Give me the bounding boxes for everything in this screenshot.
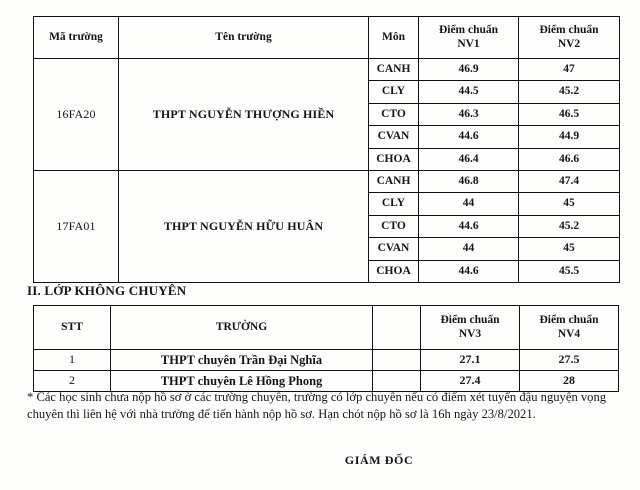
- score-nv2: 44.9: [519, 126, 620, 148]
- col-header-nv2-line2: NV2: [557, 37, 581, 50]
- non-specialized-scores-table: [33, 305, 619, 392]
- row-index: 2: [34, 371, 111, 392]
- table-header-row: [34, 306, 619, 350]
- table-body: [34, 350, 619, 392]
- col-header-nv1-line2: NV1: [457, 37, 480, 50]
- score-nv2: 45.2: [519, 81, 620, 103]
- score-nv1: 46.8: [419, 170, 519, 192]
- section-heading-khong-chuyen: II. LỚP KHÔNG CHUYÊN: [27, 283, 187, 298]
- col-header-nv4-line1: Điểm chuẩn: [539, 314, 599, 327]
- subject-cell: CANH: [369, 59, 419, 81]
- col-header-nv3: [421, 306, 520, 350]
- signature-block: [0, 453, 640, 468]
- score-nv1: 44.6: [419, 215, 519, 237]
- col-header-nv1-line1: Điểm chuẩn: [438, 24, 499, 37]
- row-index: 1: [34, 350, 111, 371]
- score-nv2: 47.4: [519, 170, 620, 192]
- score-nv1: 46.4: [419, 148, 519, 170]
- score-nv2: 45: [519, 238, 620, 260]
- school-code: 16FA20: [34, 59, 119, 171]
- score-nv2: 45.5: [519, 260, 620, 282]
- table-body: [34, 59, 620, 283]
- table-row: [34, 59, 620, 81]
- score-nv2: 46.6: [519, 148, 620, 170]
- subject-cell: CTO: [369, 103, 419, 125]
- footnote-text: * Các học sinh chưa nộp hồ sơ ở các trường chuyên, trường có lớp chuyên nếu có điểm xét tuyển đậu nguyện vọng chuyên thì liên hệ với nhà trường để tiến hành nộp hồ sơ. Hạn chót nộp hồ sơ là 16h ngày 23/8/2021.: [27, 390, 607, 421]
- subject-cell: CHOA: [369, 260, 419, 282]
- col-header-nv4-line2: NV4: [557, 327, 581, 340]
- col-header-nv3-line2: NV3: [458, 327, 482, 340]
- subject-cell: CLY: [369, 193, 419, 215]
- table-header-row: [34, 17, 620, 59]
- col-header-nv2: [519, 17, 620, 59]
- subject-cell: CLY: [369, 81, 419, 103]
- score-nv1: 44.6: [419, 260, 519, 282]
- table-header: [34, 17, 620, 59]
- score-nv1: 46.9: [419, 59, 519, 81]
- score-nv1: 44.6: [419, 126, 519, 148]
- score-nv2: 45.2: [519, 215, 620, 237]
- table-row: [34, 170, 620, 192]
- col-header-blank: [373, 306, 421, 350]
- col-header-school-name: Tên trường: [119, 17, 369, 59]
- subject-cell: CHOA: [369, 148, 419, 170]
- signature-title: GIÁM ĐỐC: [344, 453, 414, 467]
- specialized-scores-table: [33, 16, 620, 283]
- subject-cell: CANH: [369, 170, 419, 192]
- score-nv2: 47: [519, 59, 620, 81]
- score-nv2: 45: [519, 193, 620, 215]
- subject-cell: CTO: [369, 215, 419, 237]
- table-row: [34, 350, 619, 371]
- table-header: [34, 306, 619, 350]
- score-nv4: 27.5: [520, 350, 619, 371]
- school-code: 17FA01: [34, 170, 119, 282]
- score-nv3: 27.1: [421, 350, 520, 371]
- score-nv1: 44: [419, 238, 519, 260]
- score-nv1: 44.5: [419, 81, 519, 103]
- col-header-stt: STT: [34, 306, 111, 350]
- col-header-subject: Môn: [369, 17, 419, 59]
- subject-cell: CVAN: [369, 238, 419, 260]
- score-nv2: 46.5: [519, 103, 620, 125]
- col-header-nv1: [419, 17, 519, 59]
- school-name: THPT chuyên Lê Hồng Phong: [111, 371, 373, 392]
- blank-cell: [373, 350, 421, 371]
- score-nv3: 27.4: [421, 371, 520, 392]
- col-header-nv4: [520, 306, 619, 350]
- col-header-nv3-line1: Điểm chuẩn: [440, 314, 500, 327]
- score-nv4: 28: [520, 371, 619, 392]
- score-nv1: 44: [419, 193, 519, 215]
- school-name: THPT NGUYỄN THƯỢNG HIỀN: [119, 59, 369, 171]
- col-header-nv2-line1: Điểm chuẩn: [539, 24, 599, 37]
- col-header-school: TRƯỜNG: [111, 306, 373, 350]
- school-name: THPT NGUYỄN HỮU HUÂN: [119, 170, 369, 282]
- score-nv1: 46.3: [419, 103, 519, 125]
- subject-cell: CVAN: [369, 126, 419, 148]
- col-header-school-code: Mã trường: [34, 17, 119, 59]
- school-name: THPT chuyên Trần Đại Nghĩa: [111, 350, 373, 371]
